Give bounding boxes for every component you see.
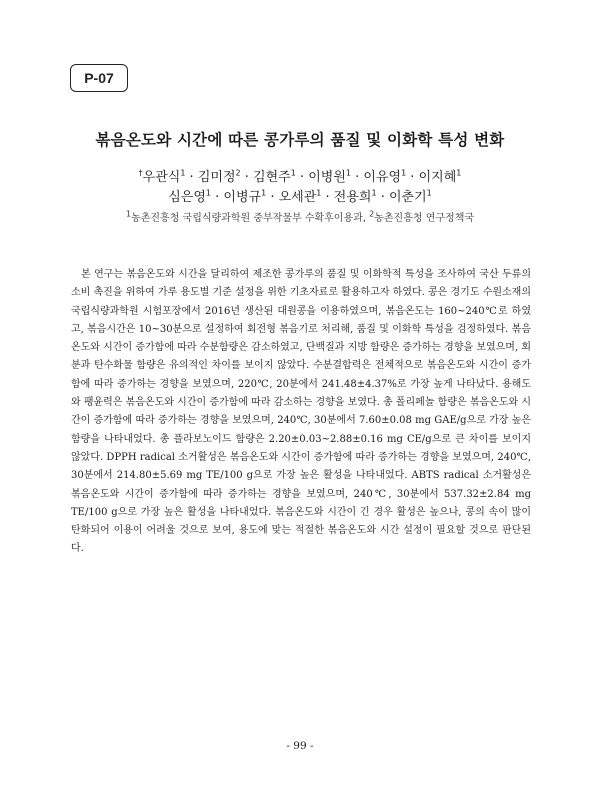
author-name: 이지혜 [418, 170, 457, 185]
author-separator: · [406, 170, 419, 185]
author-affiliation-sup: 1 [290, 168, 296, 178]
author-affiliation-sup: 1 [426, 188, 432, 198]
author-name: 이병원 [308, 170, 346, 185]
author-affiliation-sup: 1 [456, 168, 462, 178]
author-separator: · [376, 190, 389, 205]
affiliation [0, 209, 600, 224]
paper-title: 볶음온도와 시간에 따른 콩가루의 품질 및 이화학 특성 변화 [95, 131, 505, 149]
author-separator: · [295, 170, 309, 185]
author-separator: · [350, 170, 364, 185]
affiliation-sup-1: 1 [125, 209, 132, 219]
author-affiliation-sup: 1 [180, 168, 186, 178]
corresponding-author-mark: † [138, 168, 143, 178]
author-name: 심은영 [168, 190, 206, 205]
author-separator: · [321, 190, 334, 205]
author-affiliation-sup: 1 [261, 188, 267, 198]
author-affiliation-sup: 1 [401, 168, 407, 178]
author-separator: · [185, 170, 198, 185]
poster-id-badge: P-07 [70, 64, 128, 92]
author-affiliation-sup: 2 [235, 168, 241, 178]
author-name: 이유영 [363, 170, 402, 185]
author-separator: · [211, 190, 224, 205]
author-name: 이춘기 [388, 190, 427, 205]
author-list [60, 168, 540, 208]
affiliation-sup-2: 2 [369, 209, 375, 219]
author-line-1 [60, 168, 540, 188]
author-affiliation-sup: 1 [205, 188, 212, 198]
abstract-body: 본 연구는 볶음온도와 시간을 달리하여 제조한 콩가루의 품질 및 이화학적 특성을 조사하여 국산 두류의 소비 촉진을 위하여 가루 용도별 기준 설정을 위한 기초자료로 활용하고자 하였다. 콩은 경기도 수원소재의 국립식량과학원 시험포장에서 2016년 생산된 대원콩을 이용하였으며, 볶음온도는 160~240℃로 하였고, 볶음시간은 10~30분으로 설정하여 회전형 볶음기로 처리해, 품질 및 이화학 특성을 검정하였다. 볶음온도와 시간이 증가함에 따라 수분함량은 감소하였고, 단백질과 지방 함량은 증가하는 경향을 보였으며, 회분과 탄수화물 함량은 유의적인 차이를 보이지 않았다. 수분결합력은 전체적으로 볶음온도와 시간이 증가함에 따라 증가하는 경향을 보였으며, 220℃, 20분에서 241.48±4.37%로 가장 높게 나타났다. 용해도와 팽윤력은 볶음온도와 시간이 증가함에 따라 감소하는 경향을 보였다. 총 폴리페놀 함량은 볶음온도와 시간이 증가함에 따라 증가하는 경향을 보였으며, 240℃, 30분에서 7.60±0.08 mg GAE/g으로 가장 높은 함량을 나타내었다. 총 플라보노이드 함량은 2.20±0.03~2.88±0.16 mg CE/g으로 큰 차이를 보이지 않았다. DPPH radical 소거활성은 볶음온도와 시간이 증가함에 따라 증가하는 경향을 보였으며, 240℃, 30분에서 214.80±5.69 mg TE/100 g으로 가장 높은 활성을 나타내었다. ABTS radical 소거활성은 볶음온도와 시간이 증가함에 따라 증가하는 경향을 보였으며, 240℃, 30분에서 537.32±2.84 mg TE/100 g으로 가장 높은 활성을 나타내었다. 볶음온도와 시간이 긴 경우 활성은 높으나, 콩의 속이 많이 탄화되어 이용이 어려울 것으로 보여, 용도에 맞는 적절한 볶음온도와 시간 설정이 필요할 것으로 판단된다. [71, 269, 531, 555]
author-separator: · [266, 190, 279, 205]
affiliation-text-2: 농촌진흥청 연구정책국 [374, 213, 475, 224]
author-affiliation-sup: 1 [371, 188, 377, 198]
author-name: 김현주 [253, 170, 291, 185]
author-line-2 [60, 188, 540, 208]
author-separator: · [240, 170, 254, 185]
affiliation-text-1: 농촌진흥청 국립식량과학원 중부작물부 수확후이용과, [131, 213, 370, 224]
author-name: 김미정 [197, 170, 236, 185]
author-name: 전용희 [333, 190, 372, 205]
author-affiliation-sup: 1 [316, 188, 322, 198]
author-name: 이병규 [223, 190, 262, 205]
author-name: 오세관 [278, 190, 317, 205]
author-name: 우관식 [142, 170, 181, 185]
author-affiliation-sup: 1 [345, 168, 351, 178]
page-number: - 99 - [286, 740, 314, 752]
